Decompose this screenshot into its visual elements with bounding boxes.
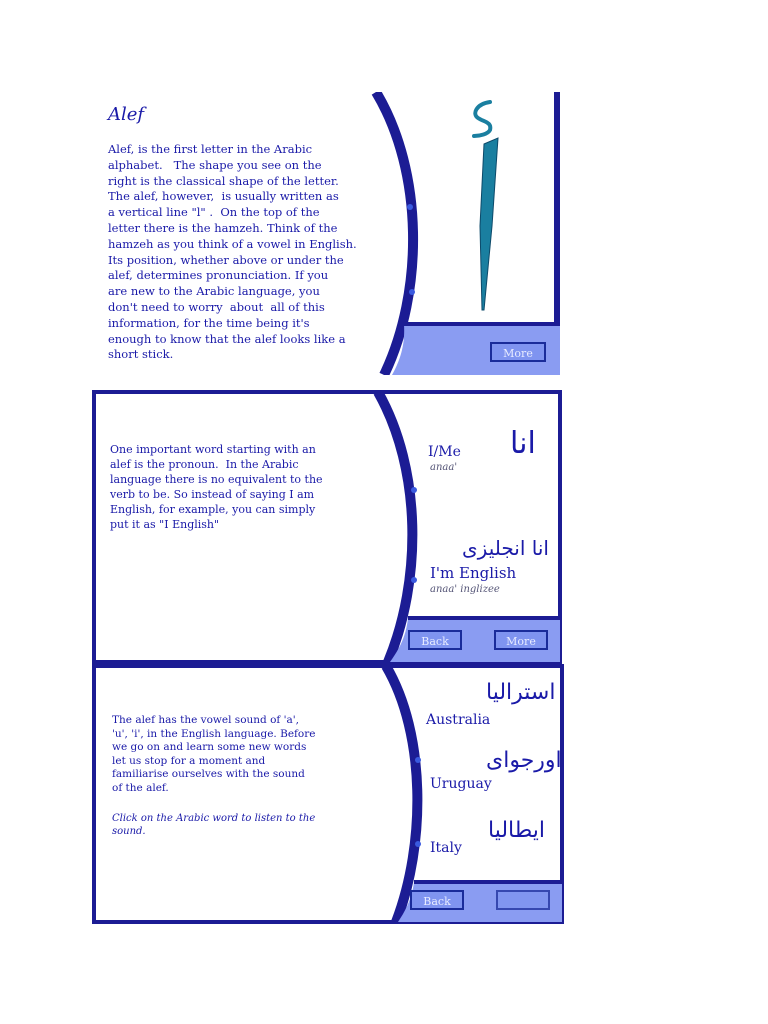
text-line: don't need to worry about all of this — [108, 299, 325, 314]
alef-intro-panel — [92, 92, 560, 375]
translit-anaa: anaa' — [430, 462, 458, 473]
text-line: One important word starting with an — [110, 443, 316, 456]
text-line: Alef, is the first letter in the Arabic — [108, 142, 313, 156]
alef-description — [108, 142, 398, 363]
text-line: letter there is the hamzeh. Think of the — [108, 220, 338, 235]
text-line: are new to the Arabic language, you — [108, 284, 320, 299]
arabic-word-uruguay[interactable]: اورجواى — [486, 748, 562, 773]
text-line: English, for example, you can simply — [110, 503, 316, 516]
more-button[interactable]: More — [490, 342, 546, 362]
text-line: enough to know that the alef looks like a — [108, 331, 346, 346]
text-line: Its position, whether above or under the — [108, 252, 344, 267]
text-line: sound. — [112, 826, 146, 837]
arabic-phrase-ana-inglizi[interactable]: انا انجليزى — [462, 536, 549, 560]
arabic-word-australia[interactable]: استراليا — [486, 680, 556, 705]
text-line: hamzeh as you think of a vowel in English. — [108, 236, 357, 251]
arabic-word-ana[interactable]: انا — [510, 426, 536, 461]
more-button-disabled[interactable] — [496, 890, 550, 910]
vowel-sound-panel — [92, 664, 564, 924]
text-line: let us stop for a moment and — [112, 754, 266, 767]
text-line: alef is the pronoun. In the Arabic — [110, 458, 299, 471]
text-line: short stick. — [108, 347, 174, 362]
text-line: of the alef. — [112, 781, 169, 794]
translit-anaa-inglizee: anaa' inglizee — [430, 584, 500, 595]
text-line: Click on the Arabic word to listen to the — [112, 813, 316, 824]
text-line: we go on and learn some new words — [112, 741, 307, 754]
more-button[interactable]: More — [494, 630, 548, 650]
text-line: information, for the time being it's — [108, 315, 310, 330]
text-line: put it as "I English" — [110, 518, 220, 531]
text-line: verb to be. So instead of saying I am — [110, 488, 315, 501]
english-word-uruguay: Uruguay — [430, 776, 492, 792]
vowel-description — [112, 714, 392, 796]
listen-instruction — [112, 812, 392, 838]
arabic-word-italy[interactable]: ايطاليا — [488, 818, 546, 843]
english-word-australia: Australia — [426, 712, 491, 728]
text-line: alef, determines pronunciation. If you — [108, 268, 329, 283]
back-button[interactable]: Back — [410, 890, 464, 910]
text-line: The alef has the vowel sound of 'a', — [112, 714, 300, 726]
text-line: familiarise ourselves with the sound — [112, 768, 305, 781]
english-phrase-im-english: I'm English — [430, 564, 517, 582]
english-word-italy: Italy — [430, 840, 462, 856]
text-line: a vertical line "l" . On the top of the — [108, 205, 320, 220]
text-line: alphabet. The shape you see on the — [108, 157, 322, 172]
english-word-i-me: I/Me — [428, 444, 461, 460]
text-line: language there is no equivalent to the — [110, 473, 323, 486]
pronoun-description — [110, 442, 380, 532]
pronoun-panel — [92, 390, 562, 664]
text-line: The alef, however, is usually written as — [108, 189, 339, 204]
page-title: Alef — [108, 104, 145, 125]
text-line: right is the classical shape of the letter. — [108, 173, 339, 188]
alef-letter-icon — [462, 96, 522, 316]
back-button[interactable]: Back — [408, 630, 462, 650]
text-line: 'u', 'i', in the English language. Before — [112, 727, 316, 740]
